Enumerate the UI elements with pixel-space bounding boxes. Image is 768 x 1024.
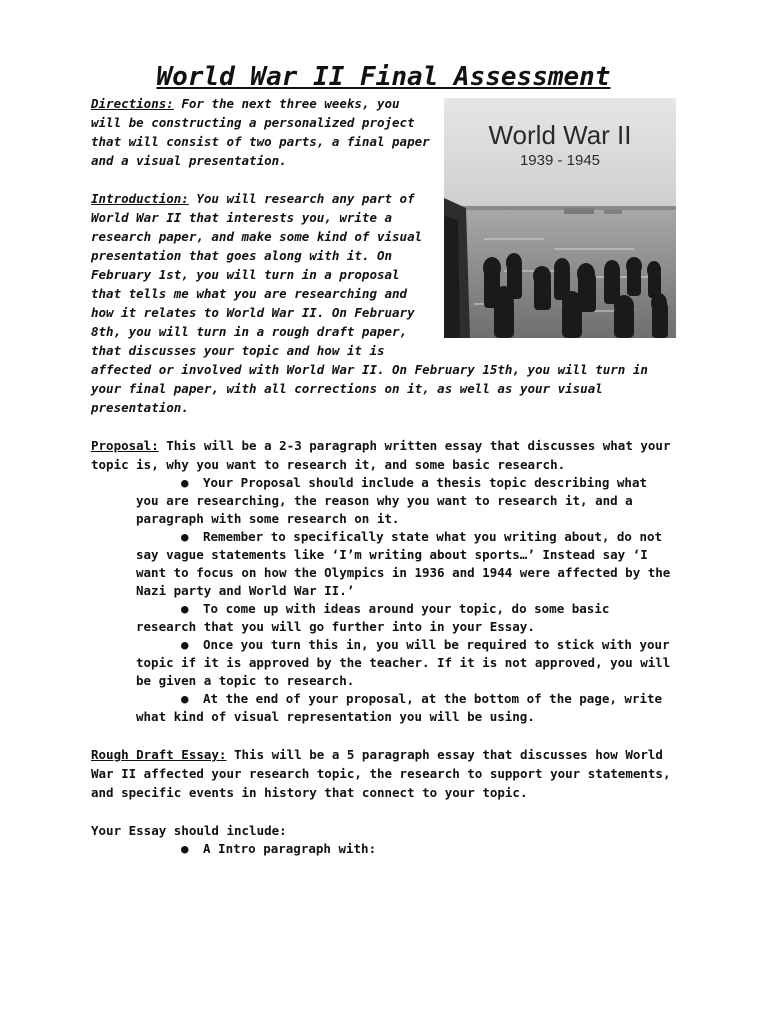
- bullet-icon: ●: [181, 529, 189, 544]
- photo-years-text: 1939 - 1945: [519, 152, 601, 169]
- page-title: World War II Final Assessment: [156, 62, 611, 92]
- bullet-icon: ●: [181, 637, 189, 652]
- list-item: [91, 690, 676, 726]
- bullet-icon: ●: [181, 601, 189, 616]
- bullet-icon: ●: [181, 691, 189, 706]
- document-page: [91, 60, 676, 858]
- bullet-icon: ●: [181, 475, 189, 490]
- list-item-text: At the end of your proposal, at the bottom of the page, write what kind of visual representation you will be using.: [136, 691, 663, 724]
- proposal-label: Proposal:: [91, 438, 159, 453]
- list-item: [91, 636, 676, 690]
- list-item: [91, 474, 676, 528]
- proposal-text: This will be a 2-3 paragraph written essay that discusses what your topic is, why you want to research it, and some basic research.: [91, 438, 671, 472]
- introduction-label: Introduction:: [91, 191, 189, 206]
- directions-label: Directions:: [91, 96, 174, 111]
- list-item-text: A Intro paragraph with:: [203, 841, 377, 856]
- bullet-icon: ●: [181, 841, 189, 856]
- introduction-text: You will research any part of World War II that interests you, write a research paper, and make some kind of visual presentation that goes along with it. On February 1st, you will turn in a proposal that tells me what you are researching and how it relates to World War II. On February 8th, you will turn in a rough draft paper, that discusses your topic and how it is affected or involved with World War II. On February 15th, you will turn in your final paper, with all corrections on it, as well as your visual presentation.: [91, 191, 648, 415]
- proposal-bullet-list: [91, 474, 676, 726]
- ww2-photo: [444, 98, 676, 338]
- list-item: [91, 528, 676, 600]
- list-item: [91, 600, 676, 636]
- list-item-text: Remember to specifically state what you writing about, do not say vague statements like ‘I’m writing about sports…’ Instead say ‘I want to focus on how the Olympics in 1936 and 1944 were affected by the Nazi party and World War II.’: [136, 529, 671, 598]
- essay-include-heading: Your Essay should include:: [91, 823, 287, 838]
- essay-include-list: [91, 840, 676, 858]
- list-item-text: Your Proposal should include a thesis topic describing what you are researching, the reason why you want to research it, and a paragraph with some research on it.: [136, 475, 648, 526]
- rough-draft-text: This will be a 5 paragraph essay that discusses how World War II affected your research topic, the research to support your statements, and specific events in history that connect to your topic.: [91, 747, 671, 800]
- photo-title-text: World War II: [488, 120, 632, 150]
- list-item-text: Once you turn this in, you will be required to stick with your topic if it is approved by the teacher. If it is not approved, you will be given a topic to research.: [136, 637, 671, 688]
- proposal-paragraph: [91, 436, 676, 474]
- rough-draft-label: Rough Draft Essay:: [91, 747, 227, 762]
- intro-section: [91, 94, 676, 417]
- list-item-text: To come up with ideas around your topic, do some basic research that you will go further into in your Essay.: [136, 601, 610, 634]
- list-item: [91, 840, 676, 858]
- rough-draft-paragraph: [91, 745, 676, 802]
- directions-text: For the next three weeks, you will be constructing a personalized project that will consist of two parts, a final paper and a visual presentation.: [91, 96, 430, 168]
